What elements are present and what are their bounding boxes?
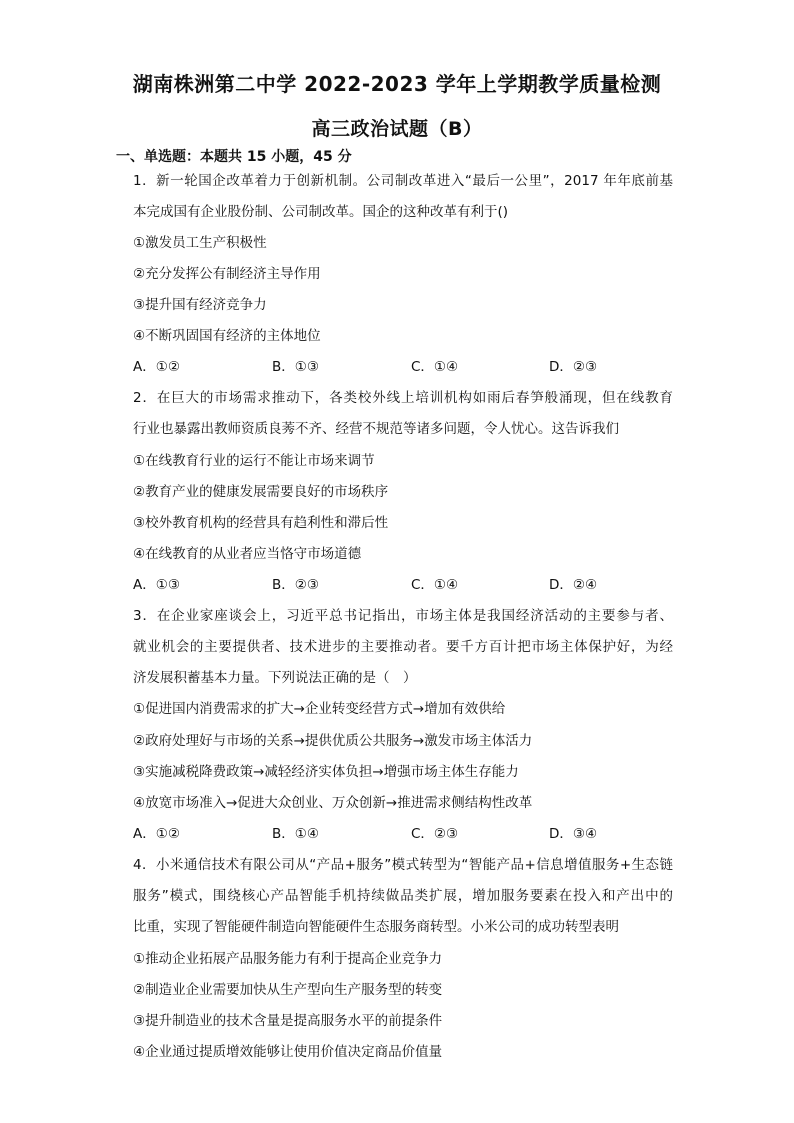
question-2-option-1: ①在线教育行业的运行不能让市场来调节 [133, 453, 375, 469]
question-1-answer-a: A．①② [133, 359, 180, 375]
section-heading: 一、单选题：本题共 15 小题，45 分 [116, 149, 352, 165]
question-3-option-3: ③实施减税降费政策→减轻经济实体负担→增强市场主体生存能力 [133, 764, 519, 780]
question-3-answer-d: D．③④ [549, 826, 598, 842]
question-1-stem-line-1: 1．新一轮国企改革着力于创新机制。公司制改革进入“最后一公里”，2017 年年底前基 [133, 173, 673, 189]
question-3-answer-c: C．②③ [411, 826, 459, 842]
question-1-stem-line-2: 本完成国有企业股份制、公司制改革。国企的这种改革有利于() [133, 204, 509, 220]
question-1-answers [133, 358, 673, 376]
question-3-answer-b: B．①④ [272, 826, 319, 842]
question-4-stem-line-3: 比重，实现了智能硬件制造向智能硬件生态服务商转型。小米公司的成功转型表明 [133, 919, 619, 935]
question-3-stem-line-2: 就业机会的主要提供者、技术进步的主要推动者。要千方百计把市场主体保护好，为经 [133, 639, 673, 655]
question-1-option-3: ③提升国有经济竞争力 [133, 297, 267, 313]
question-1-answer-d: D．②③ [549, 359, 598, 375]
question-2-stem-line-1: 2．在巨大的市场需求推动下，各类校外线上培训机构如雨后春笋般涌现，但在线教育 [133, 390, 673, 406]
question-4-option-4: ④企业通过提质增效能够让使用价值决定商品价值量 [133, 1044, 443, 1060]
question-3-option-1: ①促进国内消费需求的扩大→企业转变经营方式→增加有效供给 [133, 701, 506, 717]
question-3-answer-a: A．①② [133, 826, 180, 842]
question-3-answers [133, 825, 673, 843]
exam-subtitle: 高三政治试题（B） [311, 118, 483, 140]
question-4-option-2: ②制造业企业需要加快从生产型向生产服务型的转变 [133, 982, 443, 998]
question-1-option-2: ②充分发挥公有制经济主导作用 [133, 266, 321, 282]
question-2-option-4: ④在线教育的从业者应当恪守市场道德 [133, 546, 362, 562]
question-1-option-1: ①激发员工生产积极性 [133, 235, 267, 251]
question-3-option-2: ②政府处理好与市场的关系→提供优质公共服务→激发市场主体活力 [133, 733, 533, 749]
question-3-option-4: ④放宽市场准入→促进大众创业、万众创新→推进需求侧结构性改革 [133, 795, 533, 811]
question-4-option-3: ③提升制造业的技术含量是提高服务水平的前提条件 [133, 1013, 443, 1029]
question-2-option-3: ③校外教育机构的经营具有趋利性和滞后性 [133, 515, 389, 531]
question-3-stem-line-1: 3．在企业家座谈会上，习近平总书记指出，市场主体是我国经济活动的主要参与者、 [133, 608, 673, 624]
question-2-answers [133, 576, 673, 594]
question-4-stem-line-2: 服务”模式，围绕核心产品智能手机持续做品类扩展，增加服务要素在投入和产出中的 [133, 888, 673, 904]
question-2-answer-d: D．②④ [549, 577, 598, 593]
question-4-option-1: ①推动企业拓展产品服务能力有利于提高企业竞争力 [133, 951, 443, 967]
exam-title: 湖南株洲第二中学 2022-2023 学年上学期教学质量检测 [132, 72, 662, 96]
question-2-option-2: ②教育产业的健康发展需要良好的市场秩序 [133, 484, 389, 500]
question-1-answer-b: B．①③ [272, 359, 319, 375]
question-2-answer-b: B．②③ [272, 577, 319, 593]
question-4-stem-line-1: 4．小米通信技术有限公司从“产品+服务”模式转型为“智能产品+信息增值服务+生态链 [133, 857, 673, 873]
question-1-option-4: ④不断巩固国有经济的主体地位 [133, 328, 321, 344]
question-3-stem-line-3: 济发展积蓄基本力量。下列说法正确的是（ ） [133, 670, 417, 686]
question-1-answer-c: C．①④ [411, 359, 459, 375]
question-2-answer-c: C．①④ [411, 577, 459, 593]
question-2-stem-line-2: 行业也暴露出教师资质良莠不齐、经营不规范等诸多问题，令人忧心。这告诉我们 [133, 421, 619, 437]
question-2-answer-a: A．①③ [133, 577, 180, 593]
